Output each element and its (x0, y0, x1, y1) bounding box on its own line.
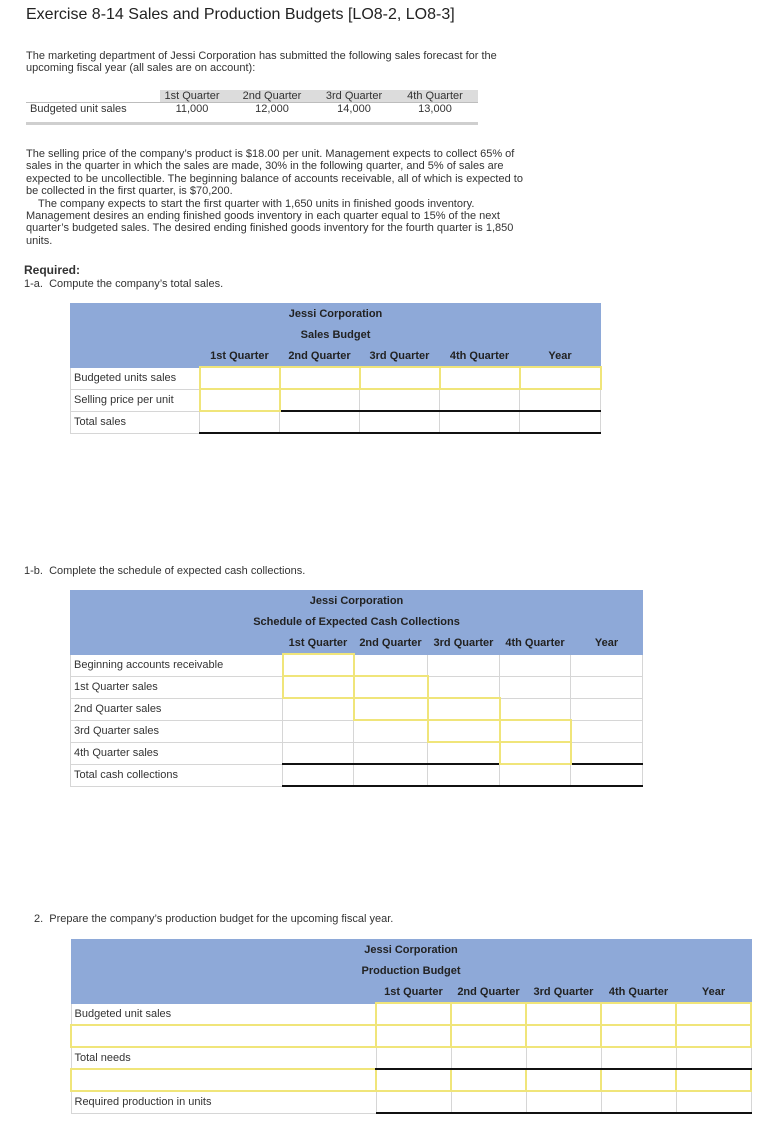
total-cell[interactable] (571, 764, 643, 786)
input-cell[interactable] (376, 1025, 451, 1047)
column-header: 2nd Quarter (354, 633, 428, 655)
row-label: Total sales (71, 411, 200, 433)
row-label: Beginning accounts receivable (71, 654, 283, 676)
row-label: 3rd Quarter sales (71, 720, 283, 742)
sales-forecast-table (26, 90, 478, 126)
column-header: Year (571, 633, 643, 655)
input-cell[interactable] (601, 1025, 676, 1047)
row-label: Budgeted unit sales (71, 1003, 376, 1025)
total-cell[interactable] (280, 411, 360, 433)
description-line: The company expects to start the first quarter with 1,650 units in finished goods inventory. (26, 197, 475, 210)
input-cell[interactable] (200, 367, 280, 389)
column-header: 1st Quarter (376, 982, 451, 1004)
row-label: Selling price per unit (71, 389, 200, 411)
column-header: 2nd Quarter (451, 982, 526, 1004)
input-cell[interactable] (200, 389, 280, 411)
total-cell[interactable] (526, 1047, 601, 1069)
sales-budget-title: Sales Budget (71, 325, 601, 346)
total-cell[interactable] (376, 1091, 451, 1113)
cash-collections-company: Jessi Corporation (71, 591, 643, 612)
input-cell[interactable] (376, 1069, 451, 1091)
forecast-value: 11,000 (175, 103, 209, 115)
total-cell[interactable] (676, 1091, 751, 1113)
column-header: 4th Quarter (440, 346, 520, 368)
input-cell[interactable] (283, 676, 354, 698)
production-budget-company: Jessi Corporation (71, 940, 751, 961)
total-cell[interactable] (376, 1047, 451, 1069)
description-line: expected to be uncollectible. The beginning balance of accounts receivable, all of which is expected to (26, 172, 523, 185)
input-cell[interactable] (526, 1025, 601, 1047)
total-cell[interactable] (360, 411, 440, 433)
total-cell[interactable] (500, 764, 571, 786)
problem-description (26, 148, 523, 247)
column-header: 3rd Quarter (360, 346, 440, 368)
forecast-header: 2nd Quarter (242, 90, 302, 102)
question-1a: 1-a. Compute the company’s total sales. (24, 278, 224, 290)
input-cell[interactable] (601, 1003, 676, 1025)
input-cell[interactable] (601, 1069, 676, 1091)
total-cell[interactable] (354, 764, 428, 786)
column-header: Year (676, 982, 751, 1004)
total-cell[interactable] (440, 411, 520, 433)
forecast-value: 14,000 (337, 103, 371, 115)
forecast-row-label: Budgeted unit sales (30, 103, 127, 115)
forecast-value: 12,000 (255, 103, 289, 115)
sales-budget-table (70, 303, 602, 434)
input-cell[interactable] (440, 367, 520, 389)
column-header: Year (520, 346, 601, 368)
total-cell[interactable] (676, 1047, 751, 1069)
total-cell[interactable] (526, 1091, 601, 1113)
cash-collections-title: Schedule of Expected Cash Collections (71, 612, 643, 633)
input-cell[interactable] (451, 1025, 526, 1047)
description-line: The selling price of the company’s product is $18.00 per unit. Management expects to collect 65% of (26, 148, 515, 160)
total-cell[interactable] (601, 1047, 676, 1069)
total-cell[interactable] (428, 764, 500, 786)
input-cell[interactable] (354, 676, 428, 698)
row-label: 1st Quarter sales (71, 676, 283, 698)
forecast-header: 4th Quarter (407, 90, 463, 102)
input-cell[interactable] (500, 742, 571, 764)
total-cell[interactable] (451, 1047, 526, 1069)
description-line: units. (26, 234, 53, 247)
question-2: 2. Prepare the company’s production budget for the upcoming fiscal year. (34, 913, 394, 925)
input-cell[interactable] (526, 1069, 601, 1091)
total-cell[interactable] (200, 411, 280, 433)
row-label: 2nd Quarter sales (71, 698, 283, 720)
cash-collections-table (70, 590, 643, 787)
intro-text (26, 50, 497, 75)
description-line: quarter’s budgeted sales. The desired ending finished goods inventory for the fourth quarter is 1,850 (26, 222, 514, 235)
page-title: Exercise 8-14 Sales and Production Budgets [LO8-2, LO8-3] (26, 6, 455, 23)
input-cell[interactable] (676, 1025, 751, 1047)
input-cell[interactable] (428, 720, 500, 742)
intro-line: upcoming fiscal year (all sales are on account): (26, 62, 256, 75)
input-cell[interactable] (500, 720, 571, 742)
row-label-input[interactable] (71, 1069, 376, 1091)
input-cell[interactable] (376, 1003, 451, 1025)
input-cell[interactable] (280, 367, 360, 389)
row-label: Budgeted units sales (71, 367, 200, 389)
input-cell[interactable] (526, 1003, 601, 1025)
column-header: 1st Quarter (283, 633, 354, 655)
input-cell[interactable] (451, 1069, 526, 1091)
row-label: Required production in units (71, 1091, 376, 1113)
input-cell[interactable] (520, 367, 601, 389)
total-cell[interactable] (283, 764, 354, 786)
forecast-header: 3rd Quarter (325, 90, 383, 102)
row-label: Total needs (71, 1047, 376, 1069)
intro-line: The marketing department of Jessi Corporation has submitted the following sales forecast for the (26, 50, 497, 62)
input-cell[interactable] (676, 1003, 751, 1025)
question-1b: 1-b. Complete the schedule of expected cash collections. (24, 565, 306, 577)
column-header: 3rd Quarter (526, 982, 601, 1004)
production-budget-table (70, 939, 752, 1114)
description-line: Management desires an ending finished goods inventory in each quarter equal to 15% of the next (26, 210, 500, 223)
column-header: 2nd Quarter (280, 346, 360, 368)
row-label-input[interactable] (71, 1025, 376, 1047)
input-cell[interactable] (451, 1003, 526, 1025)
column-header: 1st Quarter (200, 346, 280, 368)
column-header: 3rd Quarter (428, 633, 500, 655)
total-cell[interactable] (451, 1091, 526, 1113)
production-budget-title: Production Budget (71, 961, 751, 982)
input-cell[interactable] (354, 698, 428, 720)
input-cell[interactable] (283, 654, 354, 676)
forecast-value: 13,000 (418, 103, 452, 115)
input-cell[interactable] (676, 1069, 751, 1091)
total-cell[interactable] (520, 411, 601, 433)
input-cell[interactable] (428, 698, 500, 720)
total-cell[interactable] (601, 1091, 676, 1113)
required-label: Required: (24, 263, 81, 277)
input-cell[interactable] (360, 367, 440, 389)
forecast-header: 1st Quarter (164, 90, 220, 102)
description-line: be collected in the first quarter, is $70,200. (26, 185, 233, 198)
column-header: 4th Quarter (500, 633, 571, 655)
description-line: sales in the quarter in which the sales are made, 30% in the following quarter, and 5% of sales are (26, 160, 504, 173)
row-label: 4th Quarter sales (71, 742, 283, 764)
row-label: Total cash collections (71, 764, 283, 786)
sales-budget-company: Jessi Corporation (71, 304, 601, 325)
column-header: 4th Quarter (601, 982, 676, 1004)
